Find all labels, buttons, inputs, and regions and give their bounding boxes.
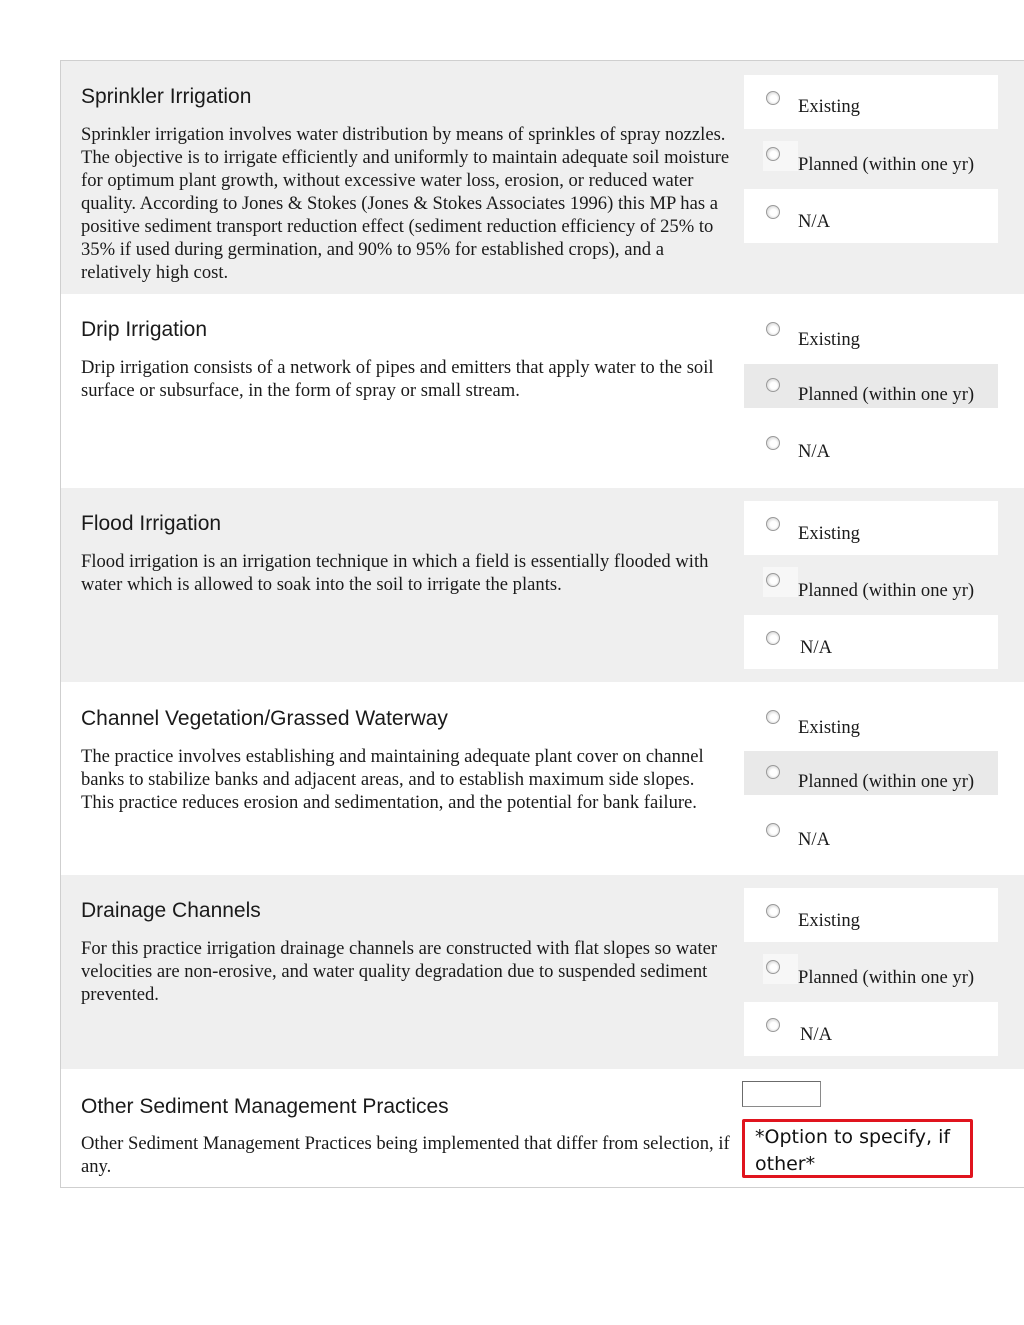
option-label: N/A <box>798 829 831 850</box>
practice-description: Other Sediment Management Practices being implemented that differ from selection, if any. <box>81 1133 730 1177</box>
option-label: Planned (within one yr) <box>798 967 975 988</box>
specify-other-note <box>742 1119 973 1178</box>
option-planned[interactable] <box>744 364 998 408</box>
radio-na[interactable] <box>766 631 780 645</box>
practice-description: Flood irrigation is an irrigation technique in which a field is essentially flooded with water which is allowed to soak into the soil to irrigate the plants. <box>81 551 709 595</box>
option-label: Planned (within one yr) <box>798 771 975 792</box>
radio-existing[interactable] <box>766 322 780 336</box>
option-label: Existing <box>798 717 860 738</box>
practice-row-channel-vegetation <box>61 682 1024 875</box>
option-planned[interactable] <box>744 558 998 612</box>
practice-row-drip <box>61 294 1024 488</box>
radio-na[interactable] <box>766 1018 780 1032</box>
option-label: N/A <box>800 637 833 658</box>
option-label: N/A <box>800 1024 833 1045</box>
practice-description: The practice involves establishing and maintaining adequate plant cover on channel banks to stabilize banks and adjacent areas, and to establish maximum side slopes. This practice reduces erosion and sedimentation, and the potential for bank failure. <box>81 746 704 813</box>
practice-title: Flood Irrigation <box>81 512 222 535</box>
practice-row-drainage-channels <box>61 875 1024 1069</box>
radio-na[interactable] <box>766 823 780 837</box>
option-na[interactable] <box>744 809 998 863</box>
option-label: Planned (within one yr) <box>798 384 975 405</box>
other-practice-input[interactable] <box>742 1081 821 1107</box>
practice-description: Sprinkler irrigation involves water distribution by means of sprinkles of spray nozzles. The objective is to irrigate efficiently and uniformly to maintain adequate soil moisture for optimum plant growth, without excessive water loss, erosion, or reduced water quality. According to Jones & Stokes (Jones & Stokes Associates 1996) this MP has a positive sediment transport reduction effect (sediment reduction efficiency of 25% to 35% if used during germination, and 90% to 95% for established crops), and a relatively high cost. <box>81 124 730 283</box>
radio-na[interactable] <box>766 436 780 450</box>
option-label: Planned (within one yr) <box>798 580 975 601</box>
radio-planned[interactable] <box>766 765 780 779</box>
practice-title: Sprinkler Irrigation <box>81 85 252 108</box>
radio-planned[interactable] <box>766 573 780 587</box>
practices-table <box>60 60 1024 1188</box>
practice-title: Drip Irrigation <box>81 318 208 341</box>
practice-title: Channel Vegetation/Grassed Waterway <box>81 707 448 730</box>
option-label: N/A <box>798 441 831 462</box>
option-na[interactable] <box>744 1002 998 1056</box>
practice-title: Drainage Channels <box>81 899 261 922</box>
option-label: N/A <box>798 211 831 232</box>
option-na[interactable] <box>744 422 998 476</box>
practice-description: Drip irrigation consists of a network of pipes and emitters that apply water to the soil surface or subsurface, in the form of spray or small stream. <box>81 357 714 401</box>
radio-existing[interactable] <box>766 904 780 918</box>
radio-na[interactable] <box>766 205 780 219</box>
practice-row-other <box>61 1069 1024 1187</box>
practice-description: For this practice irrigation drainage channels are constructed with flat slopes so water velocities are non-erosive, and water quality degradation due to suspended sediment prevented. <box>81 938 718 1005</box>
radio-planned[interactable] <box>766 960 780 974</box>
option-existing[interactable] <box>744 308 998 362</box>
option-label: Planned (within one yr) <box>798 154 975 175</box>
practice-row-sprinkler <box>61 61 1024 294</box>
practice-title: Other Sediment Management Practices <box>81 1095 449 1118</box>
option-label: Existing <box>798 329 860 350</box>
radio-existing[interactable] <box>766 517 780 531</box>
option-na[interactable] <box>744 615 998 669</box>
option-label: Existing <box>798 523 860 544</box>
radio-existing[interactable] <box>766 710 780 724</box>
option-planned[interactable] <box>744 131 998 185</box>
option-existing[interactable] <box>744 888 998 942</box>
option-planned[interactable] <box>744 945 998 999</box>
radio-planned[interactable] <box>766 147 780 161</box>
option-label: Existing <box>798 910 860 931</box>
option-na[interactable] <box>744 189 998 243</box>
radio-existing[interactable] <box>766 91 780 105</box>
option-existing[interactable] <box>744 501 998 555</box>
practice-row-flood <box>61 488 1024 682</box>
option-existing[interactable] <box>744 696 998 750</box>
specify-other-note-text: *Option to specify, if other* <box>755 1126 951 1175</box>
option-existing[interactable] <box>744 75 998 129</box>
radio-planned[interactable] <box>766 378 780 392</box>
option-label: Existing <box>798 96 860 117</box>
option-planned[interactable] <box>744 751 998 795</box>
